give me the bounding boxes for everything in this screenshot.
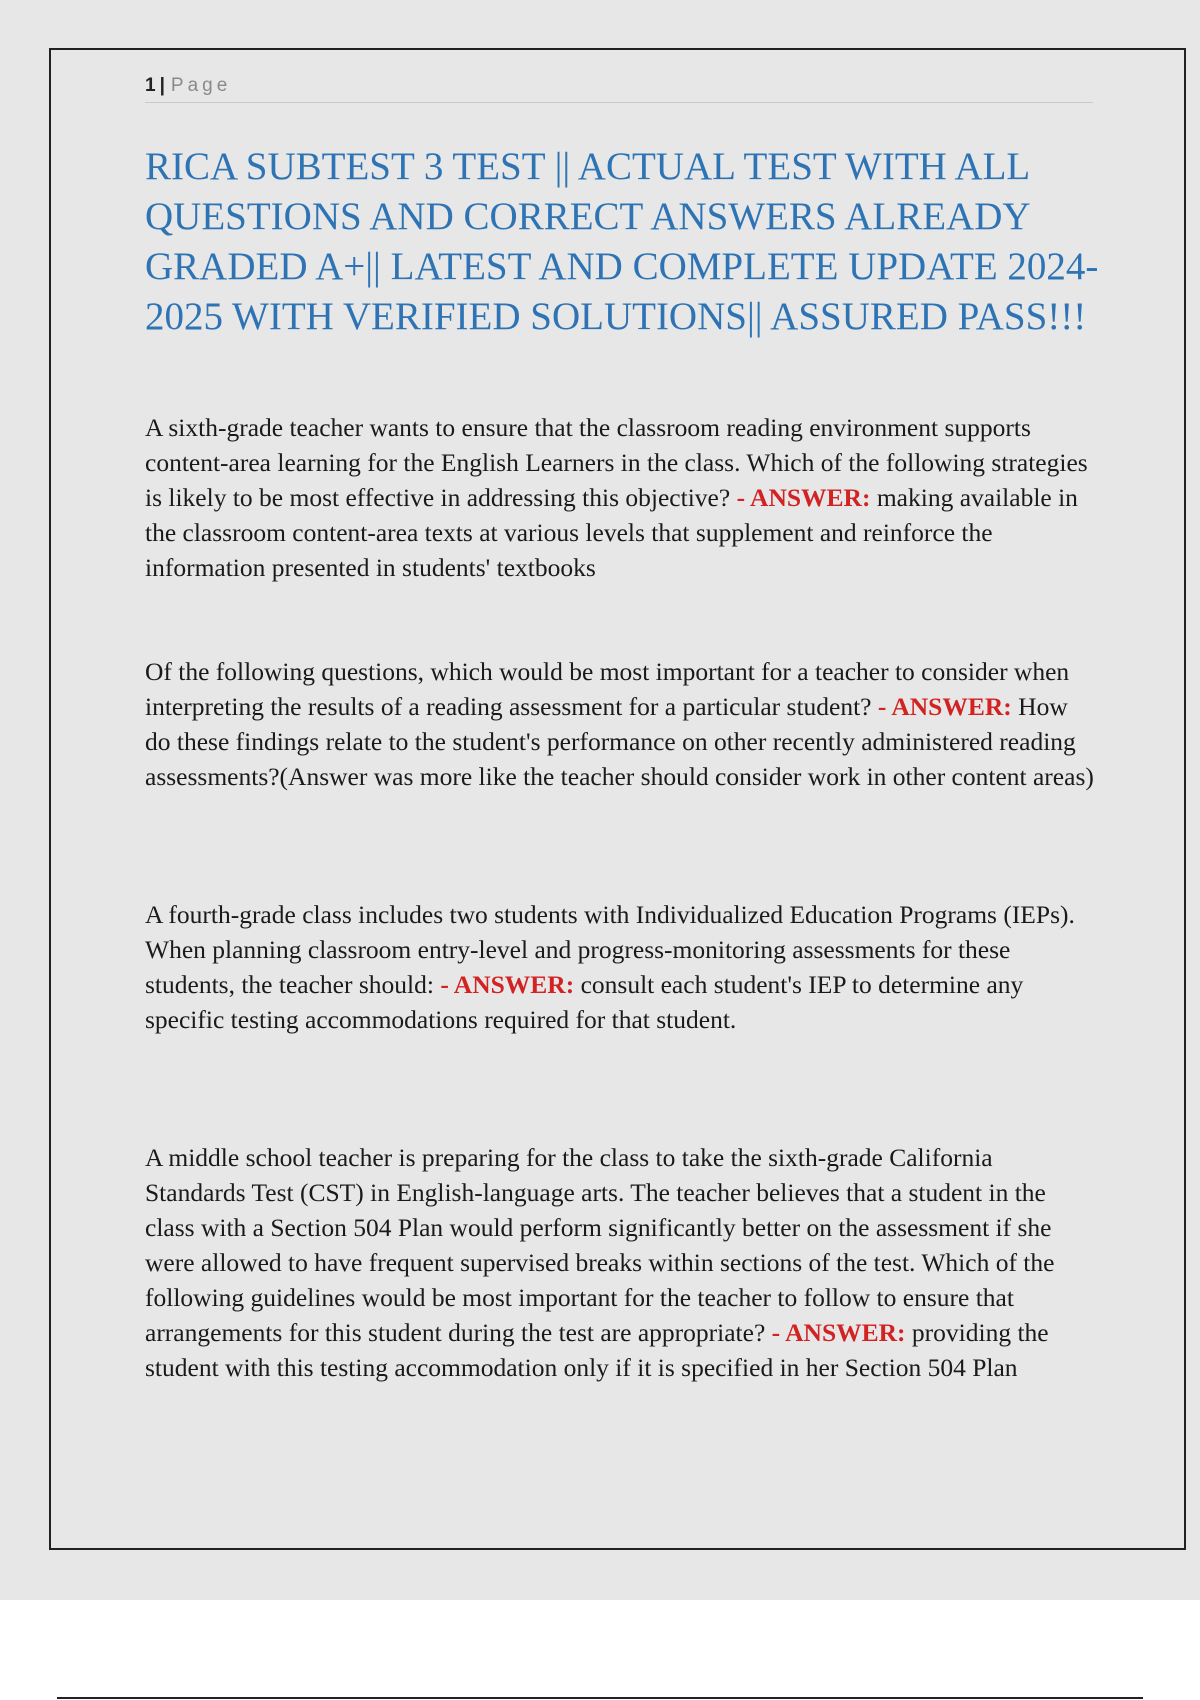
question-block-4 — [145, 1140, 1095, 1385]
page-number: 1 — [145, 75, 156, 96]
answer-text: consult each student's IEP to determine any specific testing accommodations required for that student. — [145, 970, 1024, 1034]
page-header — [145, 74, 1093, 103]
answer-text: providing the student with this testing accommodation only if it is specified in her Section 504 Plan — [145, 1318, 1049, 1382]
question-text: A sixth-grade teacher wants to ensure that the classroom reading environment supports content-area learning for the English Learners in the class. Which of the following strategies is likely to be most effective in addressing this objective? — [145, 413, 1088, 512]
question-text: A fourth-grade class includes two students with Individualized Education Programs (IEPs). When planning classroom entry-level and progress-monitoring assessments for these students, the teacher should: — [145, 900, 1075, 999]
next-page-top-rule — [57, 1697, 1143, 1699]
document-title: RICA SUBTEST 3 TEST || ACTUAL TEST WITH ALL QUESTIONS AND CORRECT ANSWERS ALREADY GRADED A+|| LATEST AND COMPLETE UPDATE 2024-2025 WITH VERIFIED SOLUTIONS|| ASSURED PASS!!! — [145, 145, 1099, 338]
question-text: Of the following questions, which would be most important for a teacher to consider when interpreting the results of a reading assessment for a particular student? — [145, 657, 1070, 721]
question-block-2 — [145, 654, 1095, 794]
question-block-3 — [145, 897, 1095, 1037]
answer-text: making available in the classroom content-area texts at various levels that supplement and reinforce the information presented in students' textbooks — [145, 483, 1078, 582]
question-block-1 — [145, 410, 1095, 585]
question-text: A middle school teacher is preparing for the class to take the sixth-grade California Standards Test (CST) in English-language arts. The teacher believes that a student in the class with a Section 504 Plan would perform significantly better on the assessment if she were allowed to have frequent supervised breaks within sections of the test. Which of the following guidelines would be most important for the teacher to follow to ensure that arrangements for this student during the test are appropriate? — [145, 1143, 1055, 1347]
answer-text: How do these findings relate to the student's performance on other recently administered reading assessments?(Answer was more like the teacher should consider work in other content areas) — [145, 692, 1094, 791]
page-label: Page — [170, 75, 232, 96]
answer-label: - ANSWER: — [877, 692, 1012, 721]
answer-label: - ANSWER: — [771, 1318, 906, 1347]
answer-label: - ANSWER: — [736, 483, 871, 512]
answer-label: - ANSWER: — [440, 970, 575, 999]
page-number-separator: | — [159, 75, 165, 96]
